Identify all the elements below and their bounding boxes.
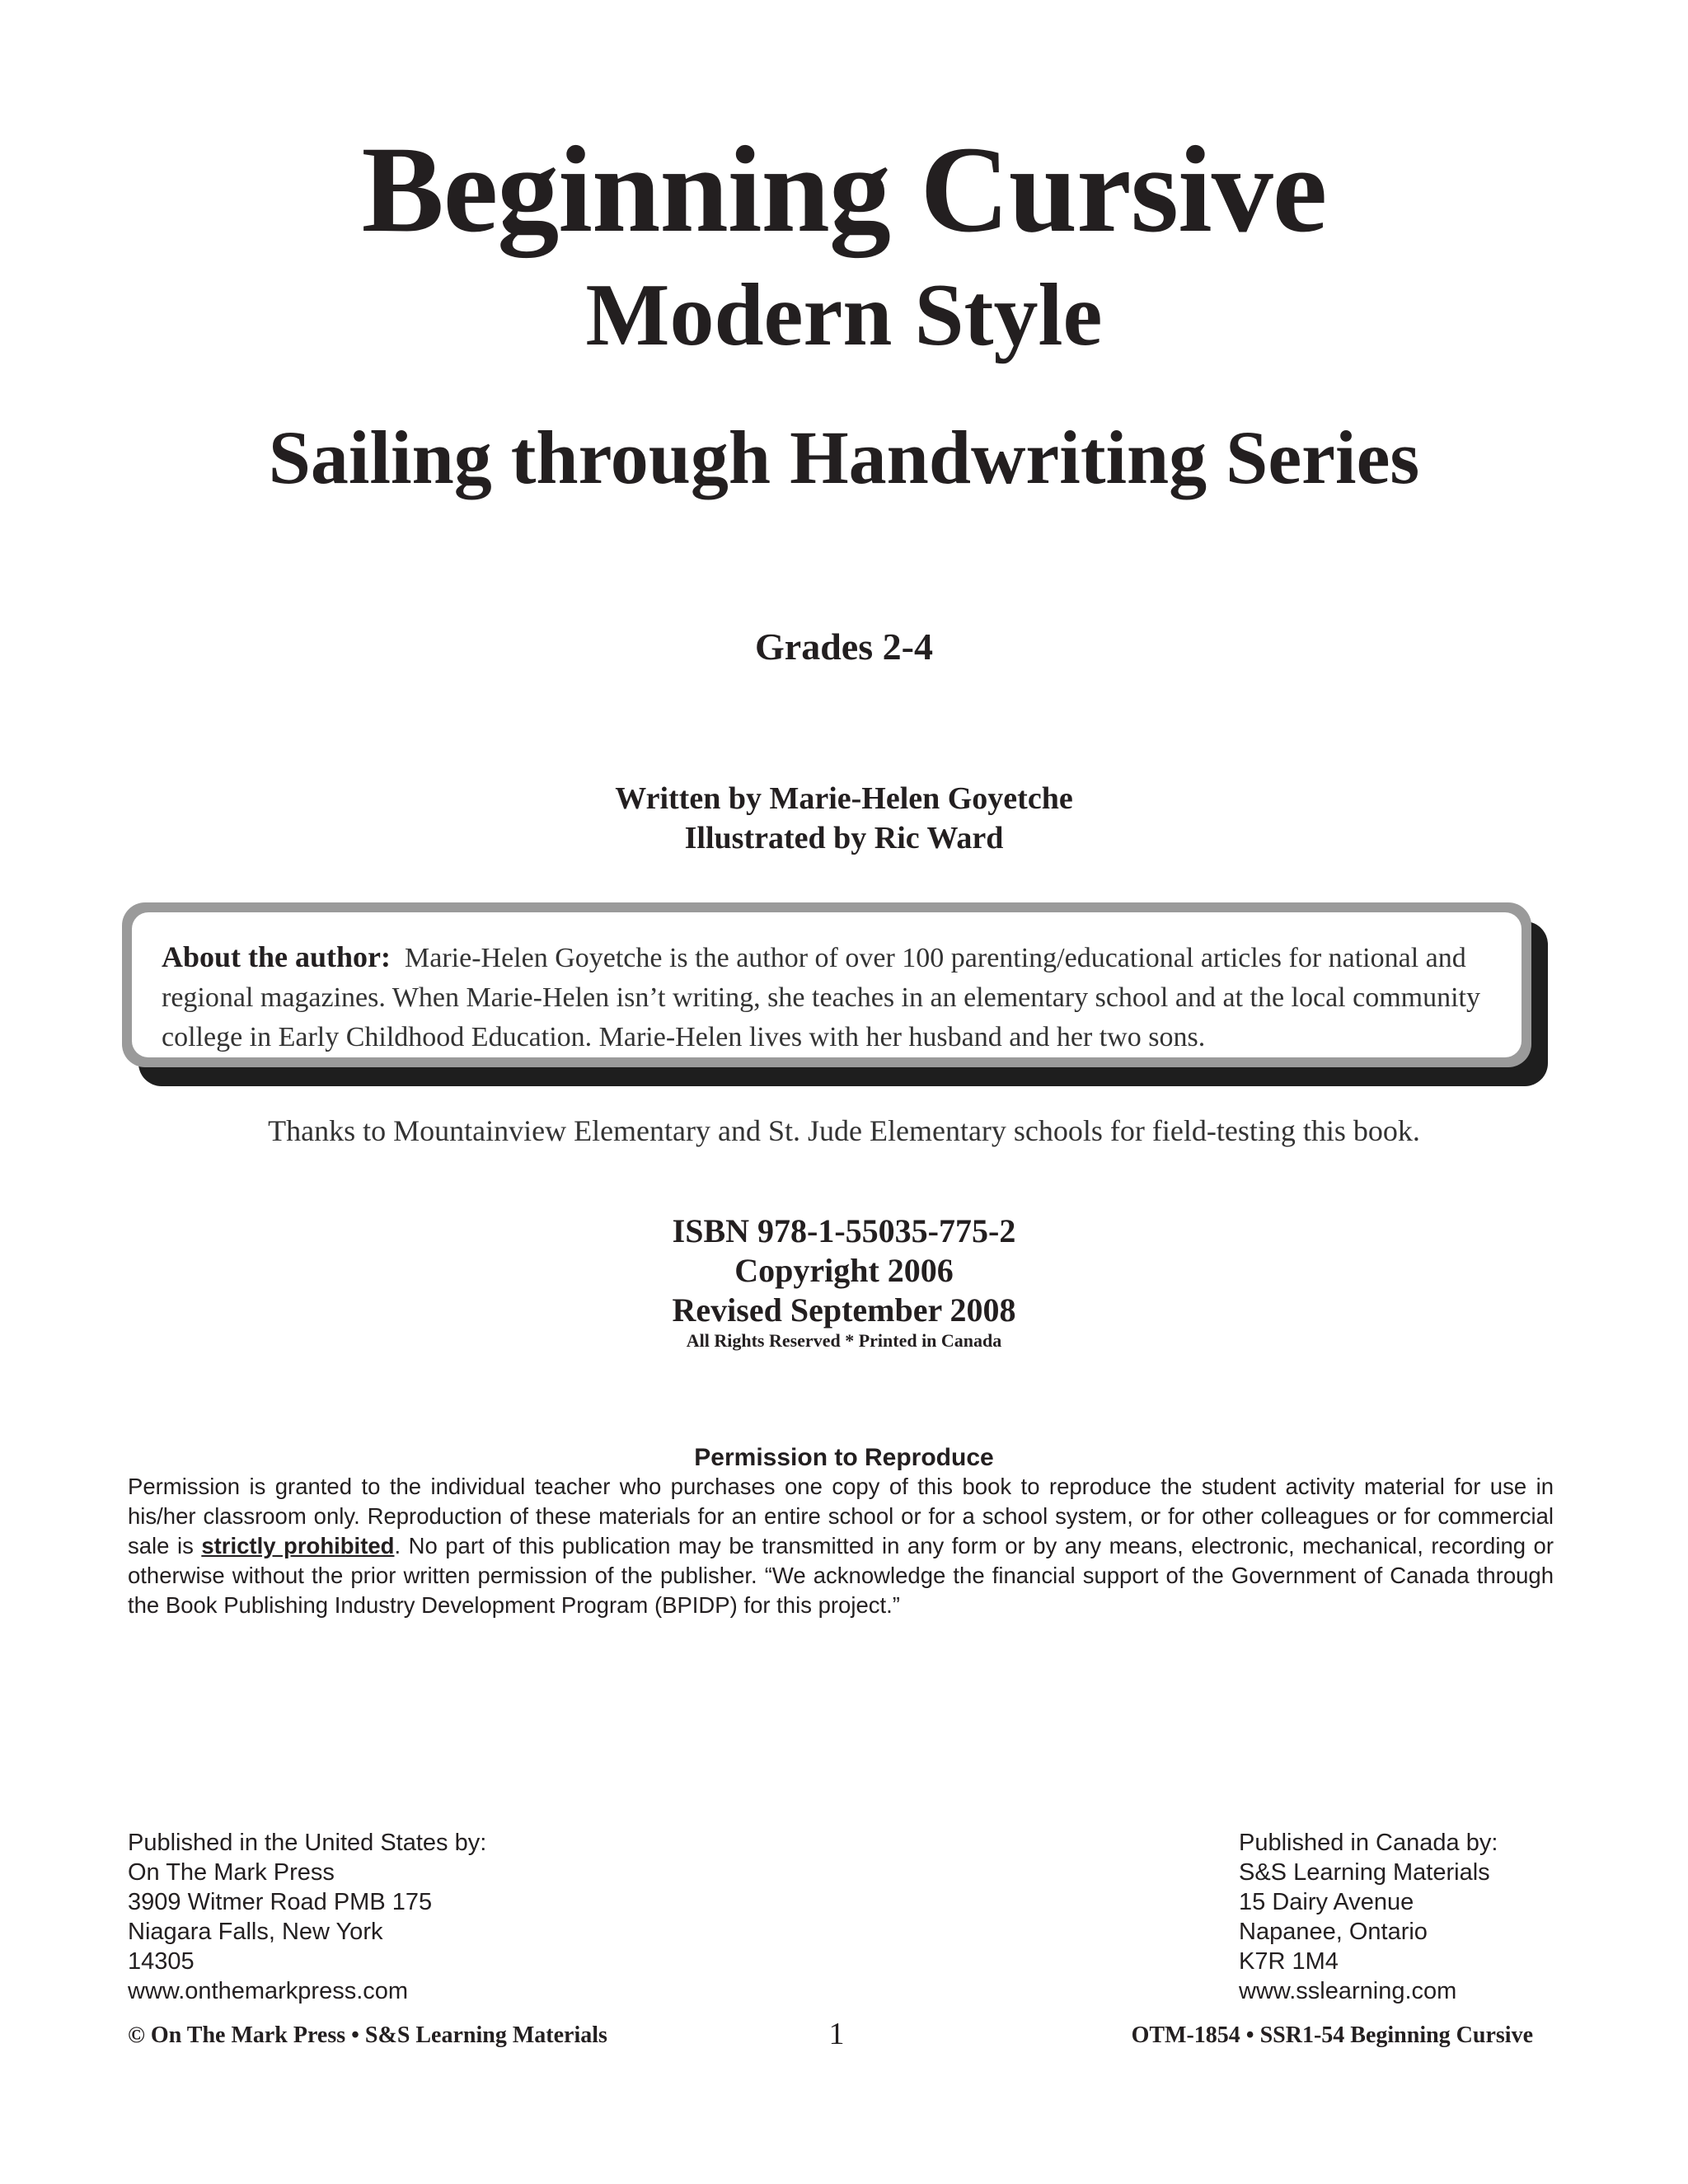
publisher-us-postal: 14305 bbox=[128, 1948, 195, 1975]
publisher-us-heading: Published in the United States by: bbox=[128, 1830, 487, 1856]
publisher-us-website: www.onthemarkpress.com bbox=[128, 1978, 409, 2004]
book-subtitle: Modern Style bbox=[585, 266, 1103, 364]
illustrator-credit: Illustrated by Ric Ward bbox=[684, 821, 1004, 855]
grade-level: Grades 2-4 bbox=[755, 626, 933, 668]
publisher-us-block bbox=[128, 1828, 486, 2006]
publisher-ca-block bbox=[1239, 1828, 1498, 2006]
publisher-ca-name: S&S Learning Materials bbox=[1239, 1859, 1490, 1886]
permission-text-before: Permission is granted to the individual teacher who purchases one copy of this book to reproduce the student activity material for use in his/her classroom only. Reproduction of these materials for an entire school or for a school system, or for other colleagues or for commercial sale is bbox=[128, 1474, 1554, 1558]
publisher-ca-website: www.sslearning.com bbox=[1239, 1978, 1457, 2004]
publisher-us-address1: 3909 Witmer Road PMB 175 bbox=[128, 1889, 433, 1915]
acknowledgement-text: Thanks to Mountainview Elementary and St. Jude Elementary schools for field-testing this book. bbox=[268, 1114, 1420, 1147]
permission-text-after: . No part of this publication may be transmitted in any form or by any means, electronic, mechanical, recording or otherwise without the prior written permission of the publisher. “We acknowledge the financial support of the Government of Canada through the Book Publishing Industry Development Program (BPIDP) for this project.” bbox=[128, 1533, 1554, 1618]
revision-date: Revised September 2008 bbox=[672, 1291, 1016, 1329]
about-author-label: About the author: bbox=[162, 940, 392, 973]
permission-emphasis: strictly prohibited bbox=[201, 1533, 395, 1558]
publisher-us-name: On The Mark Press bbox=[128, 1859, 335, 1886]
publisher-ca-postal: K7R 1M4 bbox=[1239, 1948, 1339, 1975]
publisher-us-address2: Niagara Falls, New York bbox=[128, 1919, 383, 1945]
copyright-year: Copyright 2006 bbox=[734, 1252, 954, 1289]
book-title: Beginning Cursive bbox=[361, 121, 1327, 258]
series-name: Sailing through Handwriting Series bbox=[268, 415, 1420, 499]
author-credit: Written by Marie-Helen Goyetche bbox=[615, 781, 1073, 816]
about-author-box bbox=[122, 902, 1531, 1067]
publisher-ca-address2: Napanee, Ontario bbox=[1239, 1919, 1428, 1945]
isbn: ISBN 978-1-55035-775-2 bbox=[672, 1212, 1016, 1249]
about-author-content bbox=[132, 912, 1522, 1057]
publisher-ca-address1: 15 Dairy Avenue bbox=[1239, 1889, 1414, 1915]
about-author-text: Marie-Helen Goyetche is the author of over 100 parenting/educational articles for national and regional magazines. When Marie-Helen isn’t writing, she teaches in an elementary school and at the local community college in Early Childhood Education. Marie-Helen lives with her husband and her two sons. bbox=[162, 943, 1480, 1052]
footer-product-code: OTM-1854 • SSR1-54 Beginning Cursive bbox=[1131, 2022, 1533, 2048]
page-number: 1 bbox=[828, 2017, 845, 2051]
permission-heading: Permission to Reproduce bbox=[694, 1444, 994, 1471]
rights-statement: All Rights Reserved * Printed in Canada bbox=[686, 1330, 1002, 1351]
permission-paragraph bbox=[128, 1472, 1554, 1620]
publisher-ca-heading: Published in Canada by: bbox=[1239, 1830, 1498, 1856]
footer-copyright: © On The Mark Press • S&S Learning Materials bbox=[128, 2022, 607, 2048]
